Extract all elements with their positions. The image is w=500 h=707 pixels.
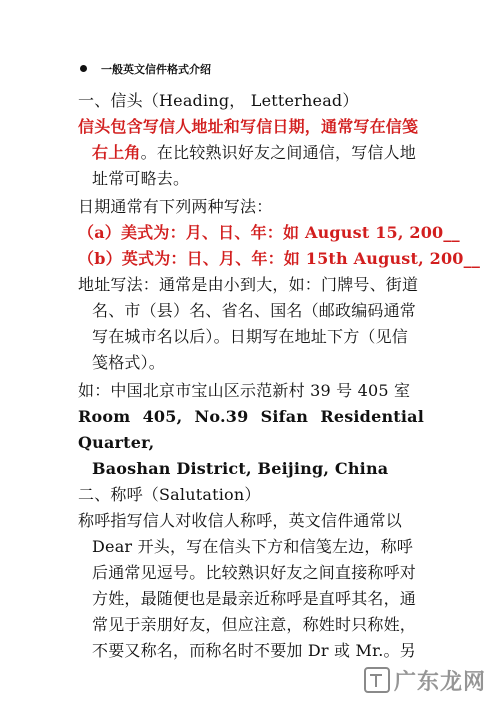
address-line-4: 笺格式）。 — [92, 353, 166, 372]
example-line-2: Room 405, No.39 Sifan Residential Quarter, — [78, 407, 424, 452]
watermark-logo-icon — [364, 667, 390, 693]
date-format-american-prefix: （a）美式为：月、日、年：如 — [78, 223, 305, 242]
section-heading-letterhead: 一、信头（Heading， Letterhead） — [78, 91, 359, 110]
salutation-line-3: 后通常见逗号。比较熟识好友之间直接称呼对 — [92, 563, 417, 582]
letterhead-red-text-2: 右上角 — [92, 143, 141, 162]
bullet-title-text: 一般英文信件格式介绍 — [101, 63, 211, 76]
date-format-american-value: August 15, 200__ — [304, 223, 460, 242]
salutation-line-4: 方姓，最随便也是最亲近称呼是直呼其名，通 — [92, 589, 417, 608]
letterhead-line-2 — [78, 140, 438, 166]
date-format-british-value: 15th August, 200__ — [305, 249, 481, 268]
salutation-line-2: Dear 开头，写在信头下方和信笺左边，称呼 — [92, 537, 413, 556]
address-line-2: 名、市（县）名、省名、国名（邮政编码通常 — [92, 301, 417, 320]
date-format-british — [78, 246, 481, 272]
letterhead-red-text-1: 信头包含写信人地址和写信日期，通常写在信笺 — [78, 117, 419, 136]
date-intro: 日期通常有下列两种写法： — [78, 197, 273, 216]
salutation-line-6: 不要又称名，而称名时不要加 Dr 或 Mr.。另 — [92, 641, 416, 660]
example-line-3: Baoshan District, Beijing, China — [92, 459, 389, 478]
bullet-title — [80, 62, 438, 78]
date-format-american — [78, 220, 460, 246]
bullet-dot-icon — [80, 65, 87, 72]
salutation-line-1: 称呼指写信人对收信人称呼，英文信件通常以 — [78, 511, 403, 530]
letterhead-line-2-rest: 。在比较熟识好友之间通信，写信人地 — [140, 143, 417, 162]
document-body — [78, 62, 481, 664]
date-format-british-prefix: （b）英式为：日、月、年：如 — [78, 249, 306, 268]
letterhead-red-line-1 — [78, 114, 438, 140]
letterhead-line-3: 址常可略去。 — [92, 169, 190, 188]
address-line-1: 地址写法：通常是由小到大，如：门牌号、街道 — [78, 275, 419, 294]
section-heading-salutation: 二、称呼（Salutation） — [78, 485, 261, 504]
address-line-3: 写在城市名以后）。日期写在地址下方（见信 — [92, 327, 409, 346]
salutation-line-5: 常见于亲朋好友，但应注意，称姓时只称姓， — [92, 615, 417, 634]
watermark-text: 广东龙网 — [393, 669, 486, 695]
watermark — [364, 660, 486, 700]
example-line-1: 如：中国北京市宝山区示范新村 39 号 405 室 — [78, 381, 411, 400]
